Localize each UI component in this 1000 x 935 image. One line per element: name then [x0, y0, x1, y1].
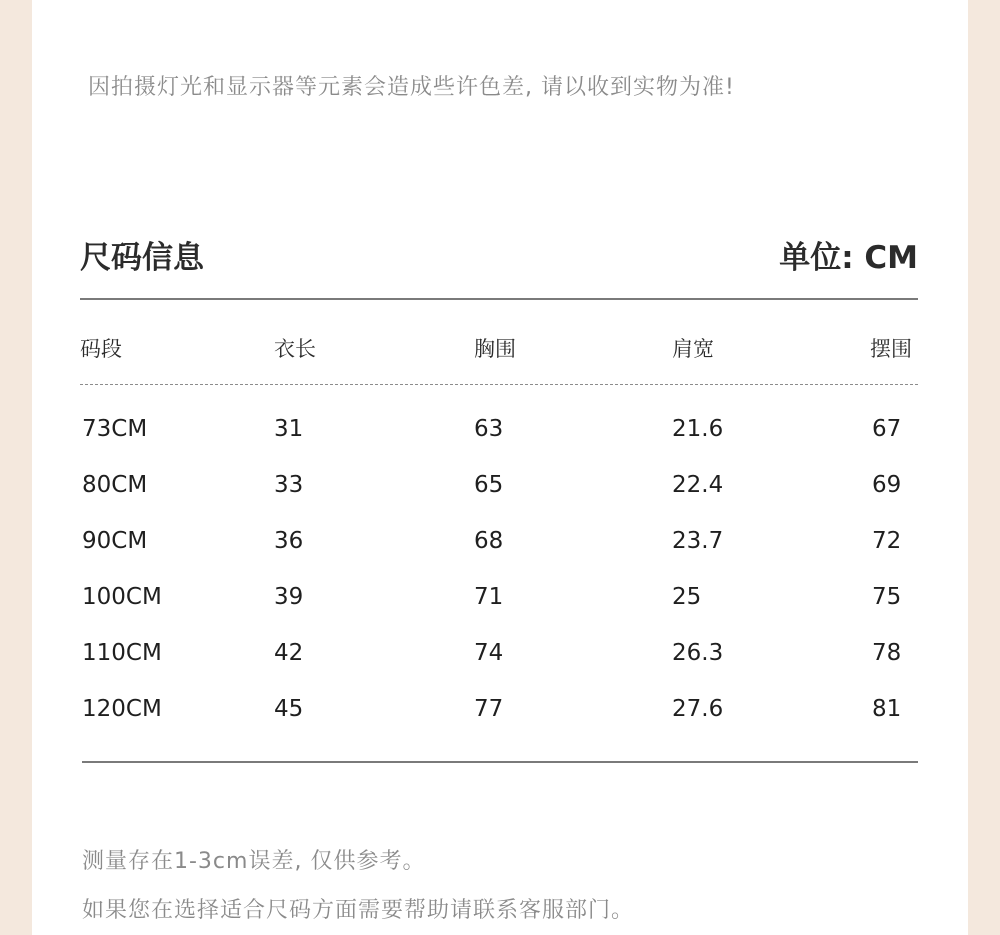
cell-chest: 63: [474, 416, 504, 442]
table-row: [32, 584, 968, 624]
table-header-row: [32, 333, 968, 365]
cell-chest: 77: [474, 696, 504, 722]
table-row: [32, 528, 968, 568]
header-length: 衣长: [274, 337, 316, 361]
table-row: [32, 696, 968, 736]
cell-shoulder: 26.3: [672, 640, 724, 666]
cell-size: 80CM: [82, 472, 148, 498]
cell-shoulder: 23.7: [672, 528, 724, 554]
cell-chest: 65: [474, 472, 504, 498]
cell-chest: 74: [474, 640, 504, 666]
unit-label: 单位: CM: [779, 240, 918, 276]
cell-hem: 78: [872, 640, 902, 666]
cell-size: 110CM: [82, 640, 162, 666]
cell-length: 42: [274, 640, 304, 666]
cell-shoulder: 25: [672, 584, 702, 610]
help-contact-note: 如果您在选择适合尺码方面需要帮助请联系客服部门。: [82, 898, 635, 923]
header-dashed-divider: [80, 384, 918, 385]
cell-hem: 75: [872, 584, 902, 610]
cell-shoulder: 21.6: [672, 416, 724, 442]
header-size-range: 码段: [80, 337, 122, 361]
cell-chest: 71: [474, 584, 504, 610]
measurement-error-note: 测量存在1-3cm误差, 仅供参考。: [82, 849, 426, 874]
cell-length: 31: [274, 416, 304, 442]
cell-length: 45: [274, 696, 304, 722]
cell-hem: 69: [872, 472, 902, 498]
table-bottom-divider: [82, 761, 918, 763]
cell-hem: 81: [872, 696, 902, 722]
cell-hem: 72: [872, 528, 902, 554]
table-row: [32, 640, 968, 680]
cell-length: 33: [274, 472, 304, 498]
section-title: 尺码信息: [80, 240, 204, 276]
cell-chest: 68: [474, 528, 504, 554]
header-shoulder: 肩宽: [672, 337, 714, 361]
cell-shoulder: 27.6: [672, 696, 724, 722]
cell-size: 90CM: [82, 528, 148, 554]
table-top-divider: [80, 298, 918, 300]
table-row: [32, 472, 968, 512]
color-disclaimer: 因拍摄灯光和显示器等元素会造成些许色差, 请以收到实物为准!: [88, 75, 735, 100]
cell-size: 120CM: [82, 696, 162, 722]
cell-length: 39: [274, 584, 304, 610]
cell-length: 36: [274, 528, 304, 554]
header-chest: 胸围: [474, 337, 516, 361]
cell-hem: 67: [872, 416, 902, 442]
cell-size: 73CM: [82, 416, 148, 442]
cell-shoulder: 22.4: [672, 472, 724, 498]
size-info-card: [32, 0, 968, 935]
cell-size: 100CM: [82, 584, 162, 610]
table-row: [32, 416, 968, 456]
header-hem: 摆围: [870, 337, 912, 361]
